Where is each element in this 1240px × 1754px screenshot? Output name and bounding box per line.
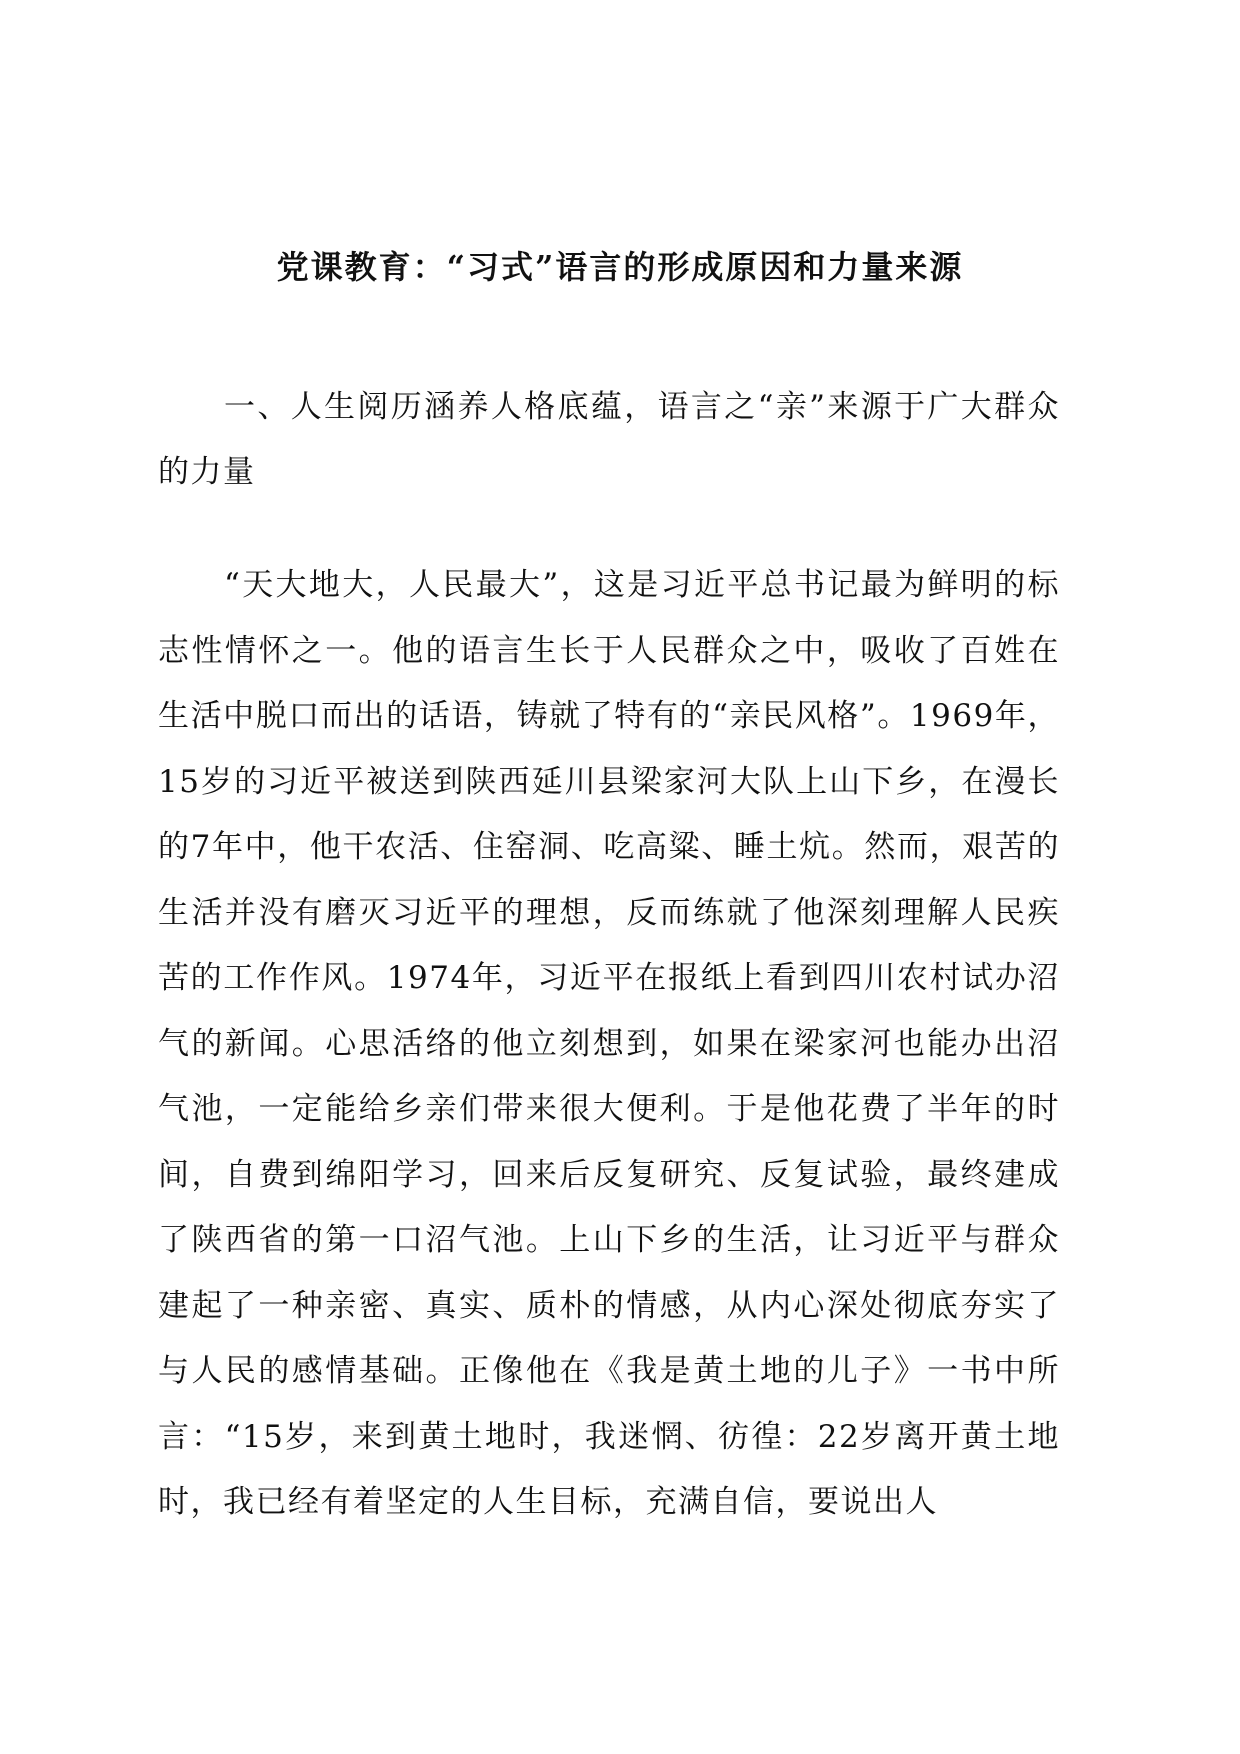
body-paragraph: “天大地大，人民最大”，这是习近平总书记最为鲜明的标志性情怀之一。他的语言生长于人民群众之中，吸收了百姓在生活中脱口而出的话语，铸就了特有的“亲民风格”。1969年，15岁的习近平被送到陕西延川县梁家河大队上山下乡，在漫长的7年中，他干农活、住窑洞、吃高粱、睡土炕。然而，艰苦的生活并没有磨灭习近平的理想，反而练就了他深刻理解人民疾苦的工作作风。1974年，习近平在报纸上看到四川农村试办沼气的新闻。心思活络的他立刻想到，如果在梁家河也能办出沼气池，一定能给乡亲们带来很大便利。于是他花费了半年的时间，自费到绵阳学习，回来后反复研究、反复试验，最终建成了陕西省的第一口沼气池。上山下乡的生活，让习近平与群众建起了一种亲密、真实、质朴的情感，从内心深处彻底夯实了与人民的感情基础。正像他在《我是黄土地的儿子》一书中所言：“15岁，来到黄土地时，我迷惘、彷徨：22岁离开黄土地时，我已经有着坚定的人生目标，充满自信，要说出人 xyxy=(158,567,1060,1520)
document-title: 党课教育：“习式”语言的形成原因和力量来源 xyxy=(276,248,964,286)
section-heading: 一、人生阅历涵养人格底蕴，语言之“亲”来源于广大群众的力量 xyxy=(158,389,1060,490)
